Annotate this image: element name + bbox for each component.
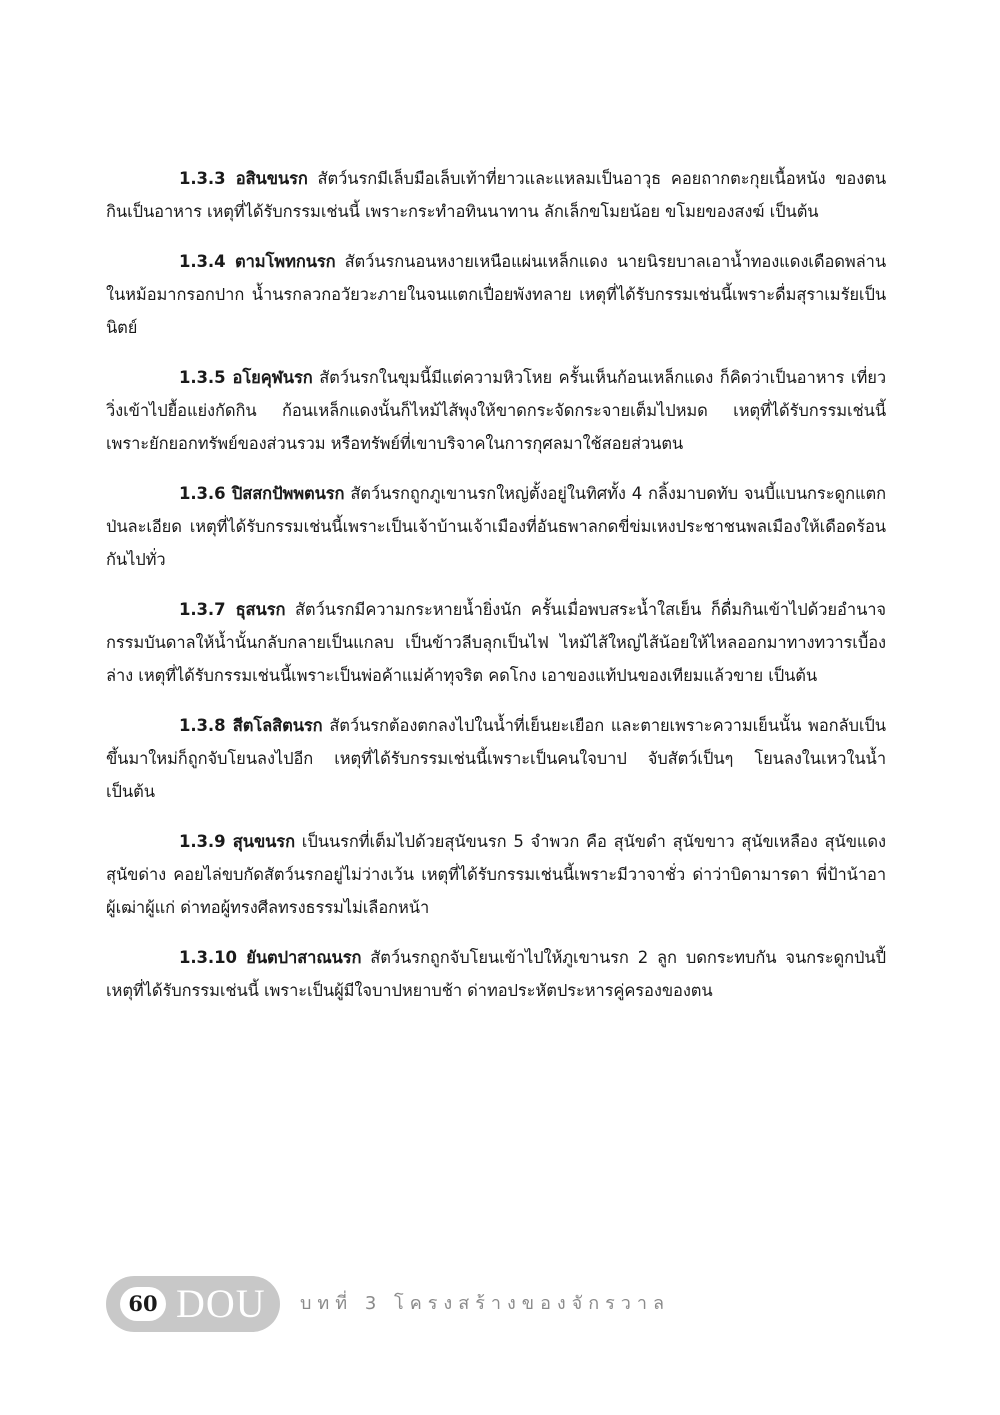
paragraph-1-3-3 [106,162,886,228]
paragraph-1-3-8 [106,709,886,808]
paragraph-text: สัตว์นรกต้องตกลงไปในน้ำที่เย็นยะเยือก และตายเพราะความเย็นนั้น พอกลับเป็นขึ้นมาใหม่ก็ถูกจับโยนลงไปอีก เหตุที่ได้รับกรรมเช่นนี้เพราะเป็นคนใจบาป จับสัตว์เป็นๆ โยนลงในเหวในน้ำ เป็นต้น [106,716,886,801]
paragraph-1-3-4 [106,245,886,344]
paragraph-text: สัตว์นรกถูกจับโยนเข้าไปให้ภูเขานรก 2 ลูก บดกระทบกัน จนกระดูกป่นปี้ เหตุที่ได้รับกรรมเช่นนี้ เพราะเป็นผู้มีใจบาปหยาบช้า ด่าทอประหัตประหารคู่ครองของตน [106,948,886,1000]
paragraph-term: 1.3.6 ปิสสกปัพพตนรก [179,484,345,503]
paragraph-1-3-5 [106,361,886,460]
brand-logo: DOU [176,1281,266,1326]
paragraph-text: เป็นนรกที่เต็มไปด้วยสุนัขนรก 5 จำพวก คือ สุนัขดำ สุนัขขาว สุนัขเหลือง สุนัขแดง สุนัขด่าง คอยไล่ขบกัดสัตว์นรกอยู่ไม่ว่างเว้น เหตุที่ได้รับกรรมเช่นนี้เพราะมีวาจาชั่ว ด่าว่าบิดามารดา พี่ป้าน้าอา ผู้เฒ่าผู้แก่ ด่าทอผู้ทรงศีลทรงธรรมไม่เลือกหน้า [106,832,886,917]
paragraph-term: 1.3.3 อสินขนรก [179,169,308,188]
chapter-title: บทที่ 3 โครงสร้างของจักรวาล [300,1293,671,1314]
paragraph-text: สัตว์นรกในขุมนี้มีแต่ความหิวโหย ครั้นเห็นก้อนเหล็กแดง ก็คิดว่าเป็นอาหาร เที่ยววิ่งเข้าไปยื้อแย่งกัดกิน ก้อนเหล็กแดงนั้นก็ไหม้ไส้พุงให้ขาดกระจัดกระจายเต็มไปหมด เหตุที่ได้รับกรรมเช่นนี้ เพราะยักยอกทรัพย์ของส่วนรวม หรือทรัพย์ที่เขาบริจาคในการกุศลมาใช้สอยส่วนตน [106,368,886,453]
paragraph-text: สัตว์นรกมีความกระหายน้ำยิ่งนัก ครั้นเมื่อพบสระน้ำใสเย็น ก็ดื่มกินเข้าไปด้วยอำนาจกรรมบันดาลให้น้ำนั้นกลับกลายเป็นแกลบ เป็นข้าวลีบลุกเป็นไฟ ไหม้ไส้ใหญ่ไส้น้อยให้ไหลออกมาทางทวารเบื้องล่าง เหตุที่ได้รับกรรมเช่นนี้เพราะเป็นพ่อค้าแม่ค้าทุจริต คดโกง เอาของแท้ปนของเทียมแล้วขาย เป็นต้น [106,600,886,685]
paragraph-text: สัตว์นรกมีเล็บมือเล็บเท้าที่ยาวและแหลมเป็นอาวุธ คอยถากตะกุยเนื้อหนัง ของตนกินเป็นอาหาร เหตุที่ได้รับกรรมเช่นนี้ เพราะกระทำอทินนาทาน ลักเล็กขโมยน้อย ขโมยของสงฆ์ เป็นต้น [106,169,886,221]
paragraph-term: 1.3.9 สุนขนรก [179,832,295,851]
paragraph-text: สัตว์นรกนอนหงายเหนือแผ่นเหล็กแดง นายนิรยบาลเอาน้ำทองแดงเดือดพล่านในหม้อมากรอกปาก น้ำนรกลวกอวัยวะภายในจนแตกเปื่อยพังทลาย เหตุที่ได้รับกรรมเช่นนี้เพราะดื่มสุราเมรัยเป็นนิตย์ [106,252,886,337]
paragraph-term: 1.3.10 ยันตปาสาณนรก [179,948,362,967]
paragraph-term: 1.3.8 สีตโลสิตนรก [179,716,323,735]
paragraph-1-3-7 [106,593,886,692]
paragraph-text: สัตว์นรกถูกภูเขานรกใหญ่ตั้งอยู่ในทิศทั้ง 4 กลิ้งมาบดทับ จนบี้แบนกระดูกแตกป่นละเอียด เหตุที่ได้รับกรรมเช่นนี้เพราะเป็นเจ้าบ้านเจ้าเมืองที่อันธพาลกดขี่ข่มเหงประชาชนพลเมืองให้เดือดร้อนกันไปทั่ว [106,484,887,569]
paragraph-term: 1.3.5 อโยคุฬนรก [179,368,313,387]
paragraph-term: 1.3.7 ธุสนรก [179,600,286,619]
paragraph-term: 1.3.4 ตามโพทกนรก [179,252,336,271]
paragraph-1-3-9 [106,825,886,924]
dou-badge [106,1276,280,1332]
page-number: 60 [120,1287,166,1321]
page-body [106,162,886,1024]
paragraph-1-3-6 [106,477,886,576]
page-footer [106,1276,906,1332]
paragraph-1-3-10 [106,941,886,1007]
